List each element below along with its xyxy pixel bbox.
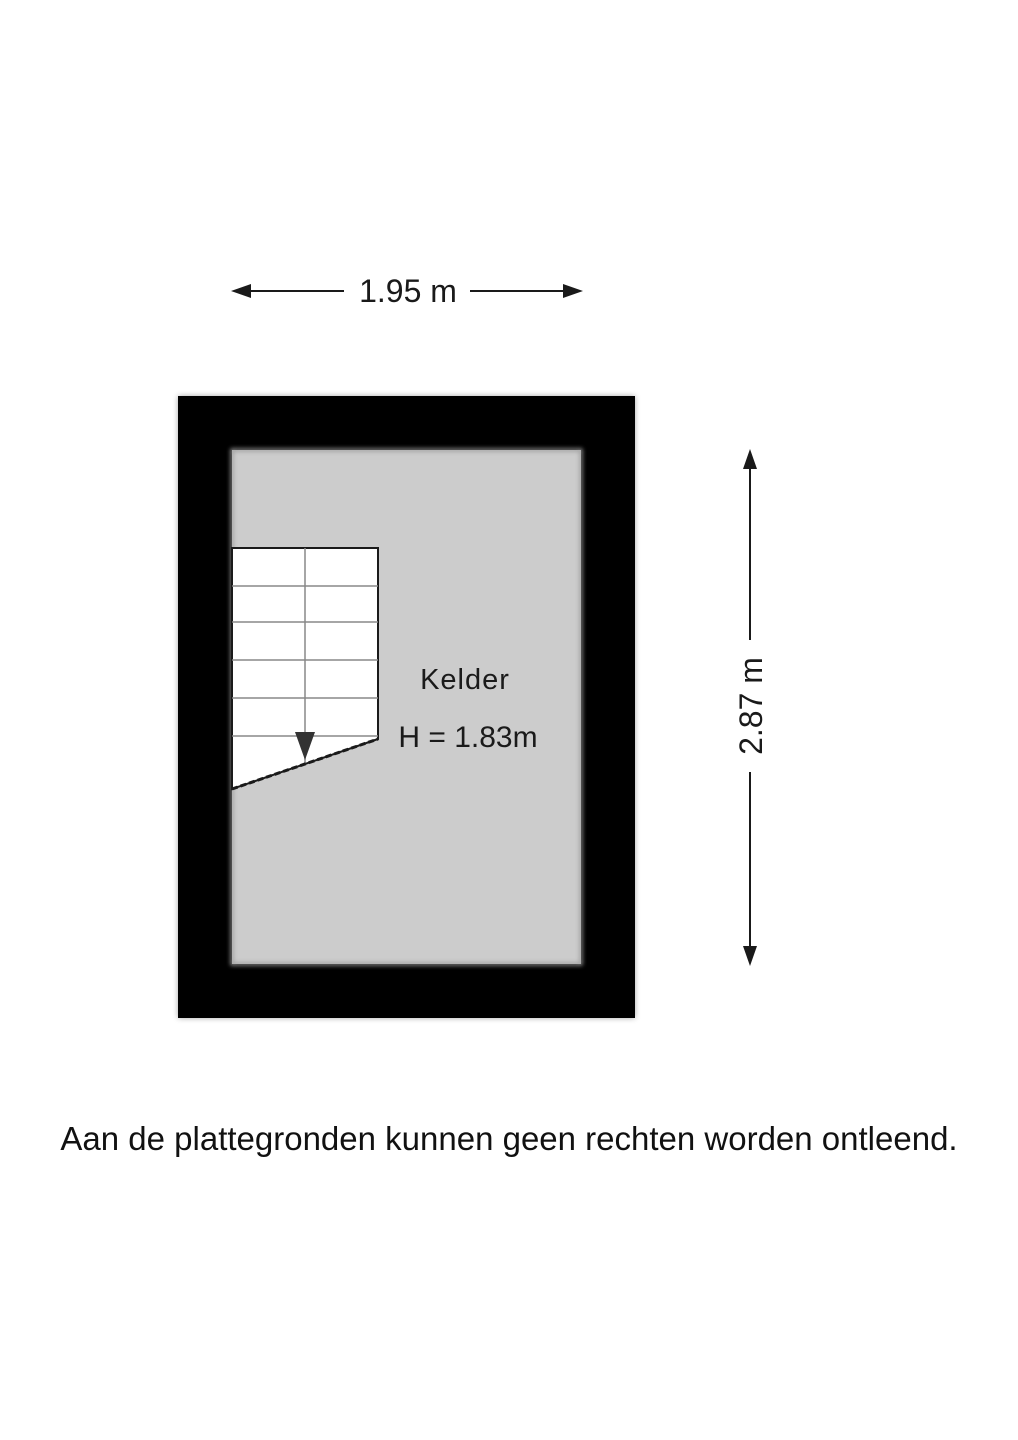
disclaimer-text: Aan de plattegronden kunnen geen rechten worden ontleend. bbox=[60, 1120, 958, 1157]
height-dimension-label: 2.87 m bbox=[733, 657, 769, 755]
width-dimension-label: 1.95 m bbox=[359, 273, 457, 309]
room-height: H = 1.83m bbox=[398, 721, 538, 754]
arrow-down-icon bbox=[743, 946, 757, 966]
height-dimension bbox=[733, 449, 769, 966]
width-dimension bbox=[231, 273, 583, 309]
arrow-up-icon bbox=[743, 449, 757, 469]
room-name: Kelder bbox=[420, 664, 510, 696]
arrow-left-icon bbox=[231, 284, 251, 298]
arrow-right-icon bbox=[563, 284, 583, 298]
